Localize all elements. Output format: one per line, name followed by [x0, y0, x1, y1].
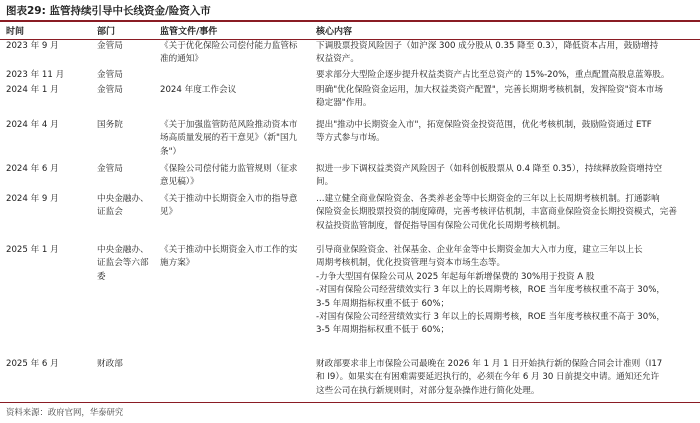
cell-doc [160, 84, 310, 97]
cell-time-line: 2024 年 9 月 [6, 194, 59, 204]
cell-dept-line: 中央金融办、 [97, 194, 149, 204]
cell-time-line: 2023 年 11 月 [6, 70, 65, 80]
cell-core-line: 权益投资监管制度，督促指导国有保险公司优化长周期考核机制。 [316, 220, 566, 231]
cell-core-line: 明确"优化保险资金运用，加大权益类资产配置"，完善长期期考核机制，发挥险资"资本市场 [316, 85, 664, 95]
cell-core-line: 稳定器"作用。 [316, 98, 372, 109]
source-note: 资料来源：政府官网，华泰研究 [6, 407, 124, 417]
cell-doc-line: 意见稿）》 [160, 177, 199, 188]
cell-doc [160, 163, 310, 190]
cell-time-line: 2024 年 4 月 [6, 120, 59, 130]
cell-core-line: -对国有保险公司经营绩效实行 3 年以上的长周期考核，ROE 当年度考核权重不高于 30%， [316, 312, 665, 323]
figure-title: 图表29: 监管持续引导中长线资金/险资入市 [6, 5, 211, 17]
cell-time [6, 84, 90, 97]
cell-doc [160, 244, 310, 271]
table-bottom-rule [0, 402, 700, 403]
cell-time [6, 358, 90, 371]
cell-core-line: …建立健全商业保险资金、各类养老金等中长期资金的三年以上长周期考核机制。打通影响 [316, 194, 660, 204]
cell-time [6, 163, 90, 176]
cell-core-line: 权益资产。 [316, 54, 359, 65]
cell-core-line: -力争大型国有保险公司从 2025 年起每年新增保费的 30%用于投资 A 股 [316, 271, 595, 282]
cell-core-line: 引导商业保险资金、社保基金、企业年金等中长期资金加大入市力度，建立三年以上长 [316, 245, 643, 255]
cell-core [316, 119, 696, 146]
cell-dept-line: 金管局 [97, 164, 123, 174]
cell-core-line: 要求部分大型险企逐步提升权益类资产占比至总资产的 15%-20%，重点配置高股息蓝筹股。 [316, 70, 670, 80]
cell-core [316, 40, 696, 67]
cell-doc-line: 场高质量发展的若干意见》（新"国九 [160, 133, 298, 144]
cell-core [316, 358, 696, 398]
cell-doc-line: 《保险公司偿付能力监管规则（征求 [160, 164, 298, 174]
cell-time [6, 119, 90, 132]
cell-dept-line: 金管局 [97, 41, 123, 51]
cell-core-line: 下调股票投资风险因子（如沪深 300 成分股从 0.35 降至 0.3），降低资本占用，鼓励增持 [316, 41, 659, 51]
header-doc: 监管文件/事件 [160, 27, 218, 37]
cell-dept-line: 金管局 [97, 85, 123, 95]
cell-core-line: 提出"推动中长期资金入市"，拓宽保险资金投资范围，优化考核机制，鼓励险资通过 ETF [316, 120, 652, 130]
cell-doc-line: 《关于推动中长期资金入市的指导意 [160, 194, 298, 204]
header-time: 时间 [6, 27, 25, 37]
cell-dept-line: 中央金融办、 [97, 245, 149, 255]
cell-dept [97, 193, 159, 220]
cell-doc [160, 193, 310, 220]
cell-dept [97, 69, 159, 82]
cell-dept [97, 84, 159, 97]
cell-core-line: 保险资金长期股票投资的制度障碍，完善考核评估机制，丰富商业保险资金长期投资模式，完善 [316, 207, 677, 218]
cell-time-line: 2024 年 1 月 [6, 85, 59, 95]
cell-dept-line: 证监会等六部 [97, 258, 149, 269]
cell-dept [97, 244, 159, 284]
figure-title-bar [0, 2, 700, 22]
cell-dept [97, 40, 159, 53]
cell-time [6, 40, 90, 53]
cell-doc-line: 《关于加强监管防范风险推动资本市 [160, 120, 298, 130]
cell-core-line: 这些公司在执行新规则时，对部分复杂操作进行简化处理。 [316, 385, 540, 396]
table-header [0, 22, 700, 40]
cell-core [316, 193, 696, 233]
cell-time [6, 193, 90, 206]
header-dept: 部门 [97, 27, 116, 37]
cell-core-line: -对国有保险公司经营绩效实行 3 年以上的长周期考核，ROE 当年度考核权重不高于 30%， [316, 285, 665, 296]
cell-time-line: 2023 年 9 月 [6, 41, 59, 51]
cell-core-line: 拟进一步下调权益类资产风险因子（如科创板股票从 0.4 降至 0.35），持续释放险资增持空 [316, 164, 663, 174]
cell-core [316, 244, 696, 338]
cell-doc [160, 40, 310, 67]
cell-dept-line: 金管局 [97, 70, 123, 80]
cell-dept [97, 119, 159, 132]
cell-doc-line: 见》 [160, 207, 178, 218]
cell-core [316, 69, 696, 82]
cell-core-line: 3-5 年周期指标权重不低于 60%； [316, 298, 450, 309]
cell-doc-line: 准的通知》 [160, 54, 203, 65]
cell-doc-line: 2024 年度工作会议 [160, 85, 237, 95]
cell-core-line: 和 I9）。如果实在有困难需要延迟执行的，必须在今年 6 月 30 日前提交申请。通知还允许 [316, 372, 660, 383]
cell-time-line: 2025 年 1 月 [6, 245, 59, 255]
cell-doc-line: 《关于推动中长期资金入市工作的实 [160, 245, 298, 255]
cell-doc-line: 条"） [160, 146, 182, 157]
cell-core [316, 163, 696, 190]
cell-dept [97, 163, 159, 176]
cell-core-line: 财政部要求非上市保险公司最晚在 2026 年 1 月 1 日开始执行新的保险合同会计准则（I17 [316, 359, 663, 369]
cell-time [6, 69, 90, 82]
cell-core-line: 等方式参与市场。 [316, 133, 385, 144]
header-core: 核心内容 [316, 27, 353, 37]
cell-core-line: 3-5 年周期指标权重不低于 60%； [316, 325, 450, 336]
cell-core-line: 间。 [316, 177, 334, 188]
cell-dept-line: 证监会 [97, 207, 123, 218]
cell-doc [160, 119, 310, 159]
cell-dept-line: 国务院 [97, 120, 123, 130]
cell-dept-line: 财政部 [97, 359, 123, 369]
cell-dept-line: 委 [97, 271, 106, 282]
cell-core [316, 84, 696, 111]
cell-core-line: 周期考核机制，优化投资管理与资本市场生态等。 [316, 258, 506, 269]
cell-time-line: 2025 年 6 月 [6, 359, 59, 369]
cell-dept [97, 358, 159, 371]
cell-doc-line: 《关于优化保险公司偿付能力监管标 [160, 41, 298, 51]
cell-doc-line: 施方案》 [160, 258, 195, 269]
cell-time [6, 244, 90, 257]
cell-time-line: 2024 年 6 月 [6, 164, 59, 174]
